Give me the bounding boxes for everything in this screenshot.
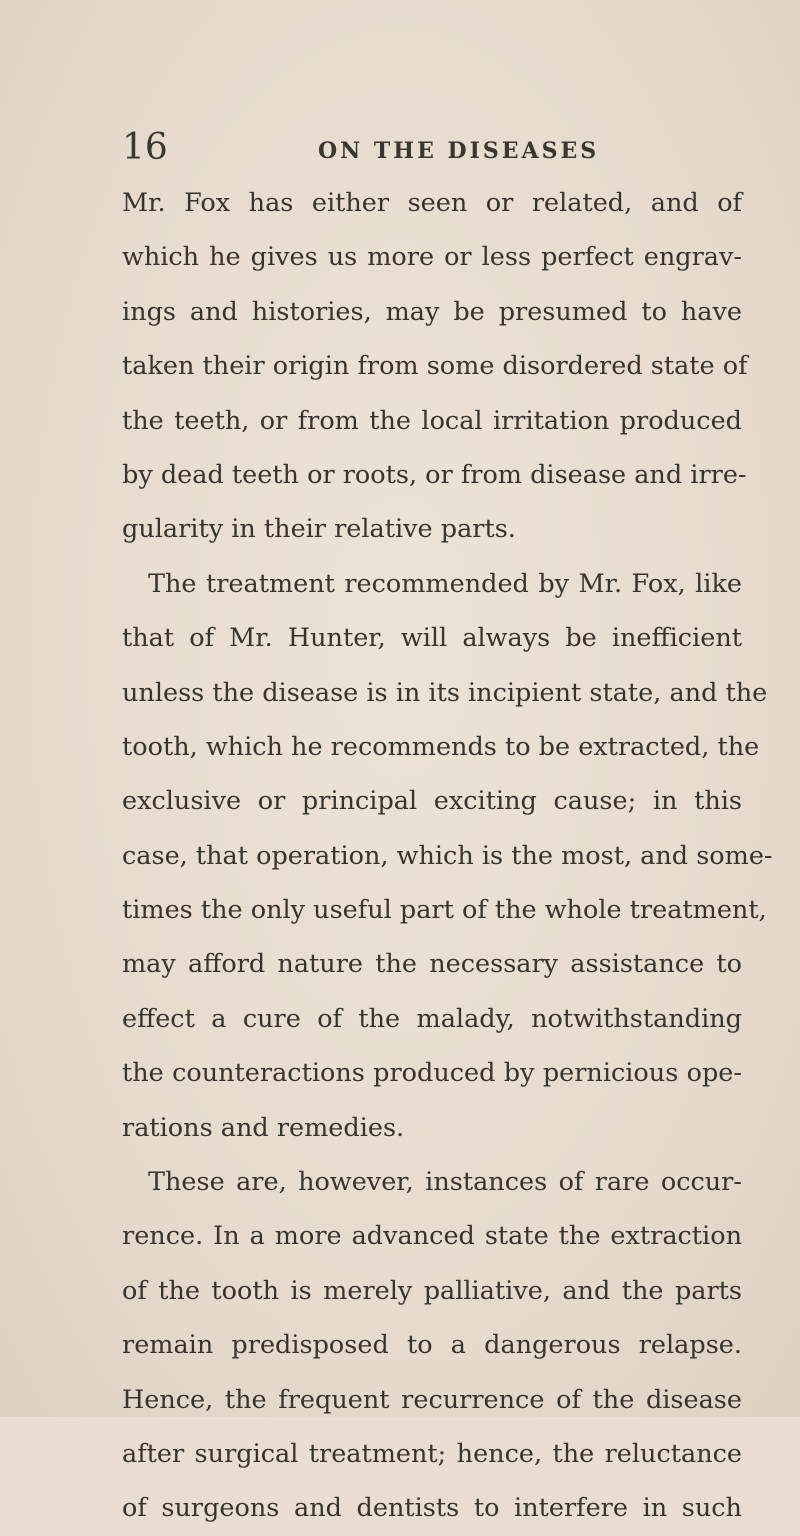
text-line: tooth, which he recommends to be extracted, the xyxy=(122,731,760,762)
text-line: may afford nature the necessary assistance to xyxy=(122,949,742,980)
text-line: the teeth, or from the local irritation produced xyxy=(122,405,742,436)
page-header xyxy=(122,128,742,168)
text-line: which he gives us more or less perfect engrav- xyxy=(122,242,742,273)
text-line: by dead teeth or roots, or from disease and irre- xyxy=(122,459,747,490)
running-head: ON THE DISEASES xyxy=(318,138,600,164)
text-line: ings and histories, may be presumed to have xyxy=(122,296,742,327)
text-line: Mr. Fox has either seen or related, and of xyxy=(122,188,742,218)
text-line: case, that operation, which is the most, and some- xyxy=(122,840,773,871)
text-line: rence. In a more advanced state the extraction xyxy=(122,1221,742,1252)
text-line: The treatment recommended by Mr. Fox, like xyxy=(148,568,742,599)
text-line: times the only useful part of the whole treatment, xyxy=(122,895,767,926)
text-line: These are, however, instances of rare occur- xyxy=(148,1167,742,1198)
text-line: exclusive or principal exciting cause; in this xyxy=(122,786,742,817)
text-line: unless the disease is in its incipient state, and the xyxy=(122,677,768,708)
text-line: that of Mr. Hunter, will always be inefficient xyxy=(122,623,742,654)
text-line: taken their origin from some disordered state of xyxy=(122,351,748,382)
text-line: rations and remedies. xyxy=(122,1112,405,1143)
text-line: the counteractions produced by pernicious ope- xyxy=(122,1058,742,1089)
body-text xyxy=(122,176,773,1536)
text-line: of the tooth is merely palliative, and the parts xyxy=(122,1275,742,1306)
text-line: effect a cure of the malady, notwithstanding xyxy=(122,1003,742,1034)
page-number: 16 xyxy=(122,127,168,168)
text-line: Hence, the frequent recurrence of the disease xyxy=(122,1384,742,1415)
text-line: of surgeons and dentists to interfere in such xyxy=(122,1493,742,1524)
text-line: remain predisposed to a dangerous relapse. xyxy=(122,1330,742,1361)
text-line: gularity in their relative parts. xyxy=(122,514,516,545)
text-line: after surgical treatment; hence, the reluctance xyxy=(122,1438,742,1469)
